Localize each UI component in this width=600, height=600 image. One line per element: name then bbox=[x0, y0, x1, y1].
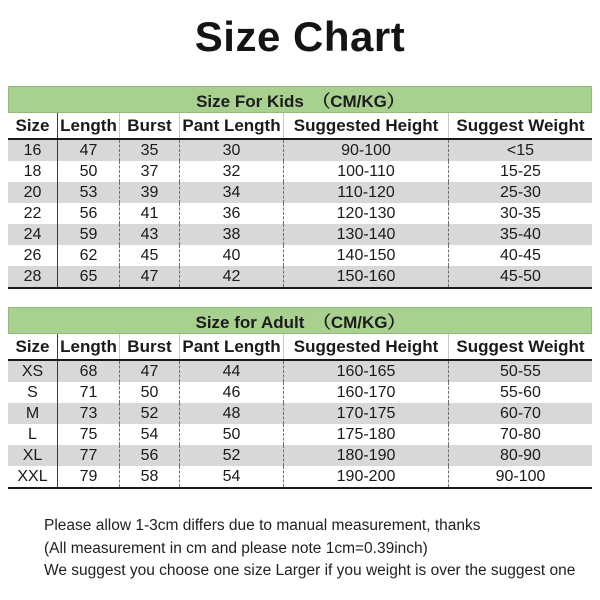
table-row bbox=[8, 382, 592, 403]
table-cell: 90-100 bbox=[283, 140, 448, 161]
table-cell: 35-40 bbox=[448, 224, 592, 245]
table-row bbox=[8, 424, 592, 445]
table-cell: 52 bbox=[179, 445, 283, 466]
table-cell: 40-45 bbox=[448, 245, 592, 266]
table-cell: 65 bbox=[57, 266, 119, 287]
table-cell: 46 bbox=[179, 382, 283, 403]
table-row bbox=[8, 466, 592, 487]
table-cell: <15 bbox=[448, 140, 592, 161]
table-cell: 150-160 bbox=[283, 266, 448, 287]
table-cell: 77 bbox=[57, 445, 119, 466]
table-cell: 70-80 bbox=[448, 424, 592, 445]
measurement-note bbox=[44, 515, 600, 583]
table-cell: 71 bbox=[57, 382, 119, 403]
table-cell: S bbox=[27, 384, 38, 401]
table-cell: 59 bbox=[57, 224, 119, 245]
table-cell: 68 bbox=[57, 361, 119, 382]
table-cell: 50-55 bbox=[448, 361, 592, 382]
table-cell: 25-30 bbox=[448, 182, 592, 203]
size-chart-page bbox=[0, 12, 600, 600]
table-cell: 45 bbox=[119, 245, 179, 266]
table-cell: 16 bbox=[23, 142, 42, 159]
col-header-size: Size bbox=[15, 116, 50, 135]
table-cell: 34 bbox=[179, 182, 283, 203]
table-cell: 90-100 bbox=[448, 466, 592, 487]
table-cell: 24 bbox=[23, 226, 42, 243]
table-row bbox=[8, 203, 592, 224]
adult-section-header: Size for Adult （CM/KG） bbox=[8, 307, 592, 334]
table-cell: 54 bbox=[119, 424, 179, 445]
table-row bbox=[8, 445, 592, 466]
table-cell: 45-50 bbox=[448, 266, 592, 287]
table-cell: 160-165 bbox=[283, 361, 448, 382]
col-header-burst: Burst bbox=[119, 334, 179, 359]
table-cell: 41 bbox=[119, 203, 179, 224]
col-header-pant-length: Pant Length bbox=[179, 334, 283, 359]
table-cell: 30 bbox=[179, 140, 283, 161]
table-cell: 53 bbox=[57, 182, 119, 203]
table-cell: 100-110 bbox=[283, 161, 448, 182]
kids-table-body bbox=[8, 113, 592, 289]
table-cell: 130-140 bbox=[283, 224, 448, 245]
table-cell: XS bbox=[21, 363, 44, 380]
table-cell: M bbox=[25, 405, 40, 422]
table-cell: 35 bbox=[119, 140, 179, 161]
table-cell: 170-175 bbox=[283, 403, 448, 424]
table-cell: 50 bbox=[57, 161, 119, 182]
table-cell: L bbox=[28, 426, 37, 443]
table-cell: 40 bbox=[179, 245, 283, 266]
table-row bbox=[8, 182, 592, 203]
table-cell: 48 bbox=[179, 403, 283, 424]
table-row bbox=[8, 245, 592, 266]
table-cell: 52 bbox=[119, 403, 179, 424]
table-cell: 56 bbox=[57, 203, 119, 224]
table-row bbox=[8, 224, 592, 245]
col-header-suggest-weight: Suggest Weight bbox=[448, 113, 592, 138]
col-header-pant-length: Pant Length bbox=[179, 113, 283, 138]
table-cell: XXL bbox=[17, 468, 48, 485]
col-header-burst: Burst bbox=[119, 113, 179, 138]
table-cell: 140-150 bbox=[283, 245, 448, 266]
table-cell: 180-190 bbox=[283, 445, 448, 466]
table-cell: 37 bbox=[119, 161, 179, 182]
table-row bbox=[8, 161, 592, 182]
adult-table-body bbox=[8, 334, 592, 489]
table-cell: 47 bbox=[57, 140, 119, 161]
adult-column-header-row bbox=[8, 334, 592, 361]
col-header-length: Length bbox=[57, 334, 119, 359]
table-row bbox=[8, 266, 592, 287]
table-cell: 26 bbox=[23, 247, 42, 264]
table-cell: 50 bbox=[179, 424, 283, 445]
table-cell: 79 bbox=[57, 466, 119, 487]
note-line-1: Please allow 1-3cm differs due to manual measurement, thanks bbox=[44, 517, 481, 534]
adult-size-table bbox=[8, 307, 592, 489]
table-cell: 54 bbox=[179, 466, 283, 487]
table-row bbox=[8, 361, 592, 382]
table-cell: 43 bbox=[119, 224, 179, 245]
table-cell: 38 bbox=[179, 224, 283, 245]
table-cell: 28 bbox=[23, 268, 42, 285]
col-header-size: Size bbox=[15, 337, 50, 356]
table-cell: 42 bbox=[179, 266, 283, 287]
table-cell: 32 bbox=[179, 161, 283, 182]
table-cell: 36 bbox=[179, 203, 283, 224]
kids-section-header: Size For Kids （CM/KG） bbox=[8, 86, 592, 113]
table-cell: 55-60 bbox=[448, 382, 592, 403]
col-header-suggest-weight: Suggest Weight bbox=[448, 334, 592, 359]
table-cell: 60-70 bbox=[448, 403, 592, 424]
col-header-suggested-height: Suggested Height bbox=[283, 334, 448, 359]
table-cell: 73 bbox=[57, 403, 119, 424]
table-cell: 175-180 bbox=[283, 424, 448, 445]
table-cell: 62 bbox=[57, 245, 119, 266]
table-cell: 15-25 bbox=[448, 161, 592, 182]
kids-size-table bbox=[8, 86, 592, 289]
table-cell: 20 bbox=[23, 184, 42, 201]
table-cell: 44 bbox=[179, 361, 283, 382]
table-cell: 110-120 bbox=[283, 182, 448, 203]
table-cell: 58 bbox=[119, 466, 179, 487]
col-header-length: Length bbox=[57, 113, 119, 138]
table-cell: 18 bbox=[23, 163, 42, 180]
table-cell: 22 bbox=[23, 205, 42, 222]
table-cell: XL bbox=[22, 447, 43, 464]
table-cell: 190-200 bbox=[283, 466, 448, 487]
note-line-3: We suggest you choose one size Larger if you weight is over the suggest one bbox=[44, 562, 576, 579]
table-cell: 39 bbox=[119, 182, 179, 203]
col-header-suggested-height: Suggested Height bbox=[283, 113, 448, 138]
table-cell: 47 bbox=[119, 266, 179, 287]
note-line-2: (All measurement in cm and please note 1cm=0.39inch) bbox=[44, 539, 428, 557]
table-cell: 50 bbox=[119, 382, 179, 403]
table-cell: 75 bbox=[57, 424, 119, 445]
table-row bbox=[8, 403, 592, 424]
table-cell: 56 bbox=[119, 445, 179, 466]
table-cell: 80-90 bbox=[448, 445, 592, 466]
kids-column-header-row bbox=[8, 113, 592, 140]
page-title: Size Chart bbox=[194, 13, 406, 60]
table-row bbox=[8, 140, 592, 161]
table-cell: 160-170 bbox=[283, 382, 448, 403]
table-cell: 30-35 bbox=[448, 203, 592, 224]
table-cell: 47 bbox=[119, 361, 179, 382]
table-cell: 120-130 bbox=[283, 203, 448, 224]
